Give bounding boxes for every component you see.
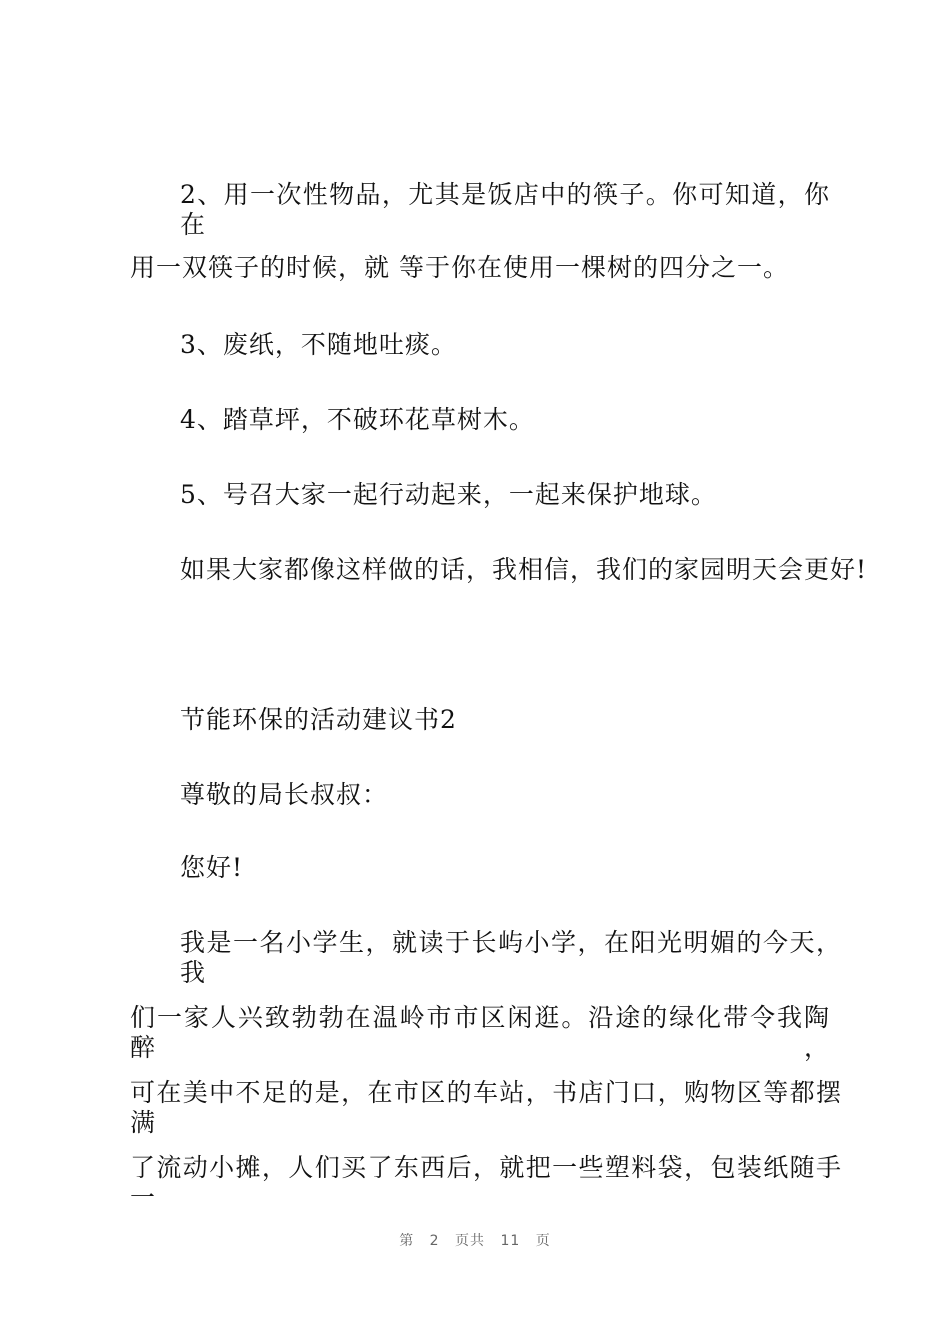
body-line-3: 3、废纸，不随地吐痰。 [180, 330, 457, 359]
section-title: 节能环保的活动建议书2 [180, 705, 457, 734]
footer-total-pages: 11 [500, 1233, 521, 1249]
greeting: 您好! [180, 853, 244, 882]
body-line-13: 了流动小摊，人们买了东西后，就把一些塑料袋，包装纸随手一 [130, 1153, 842, 1212]
body-line-12: 可在美中不足的是，在市区的车站，书店门口，购物区等都摆满 [130, 1078, 842, 1137]
salutation: 尊敬的局长叔叔： [180, 780, 389, 809]
body-line-6: 如果大家都像这样做的话，我相信，我们的家园明天会更好! [180, 555, 868, 584]
footer-suffix: 页 [535, 1233, 551, 1249]
page-footer [0, 1230, 950, 1250]
body-line-2: 用一双筷子的时候，就 等于你在使用一棵树的四分之一。 [130, 253, 789, 282]
footer-page-number: 2 [429, 1233, 440, 1249]
body-line-1: 2、用一次性物品，尤其是饭店中的筷子。你可知道，你在 [180, 180, 830, 239]
body-line-10: 我是一名小学生，就读于长屿小学，在阳光明媚的今天，我 [180, 928, 842, 987]
body-line-11: 们一家人兴致勃勃在温岭市市区闲逛。沿途的绿化带令我陶醉， [130, 1003, 830, 1062]
footer-prefix: 第 [399, 1233, 415, 1249]
body-line-5: 5、号召大家一起行动起来，一起来保护地球。 [180, 480, 717, 509]
footer-middle: 页共 [455, 1233, 486, 1249]
body-line-4: 4、踏草坪，不破环花草树木。 [180, 405, 535, 434]
